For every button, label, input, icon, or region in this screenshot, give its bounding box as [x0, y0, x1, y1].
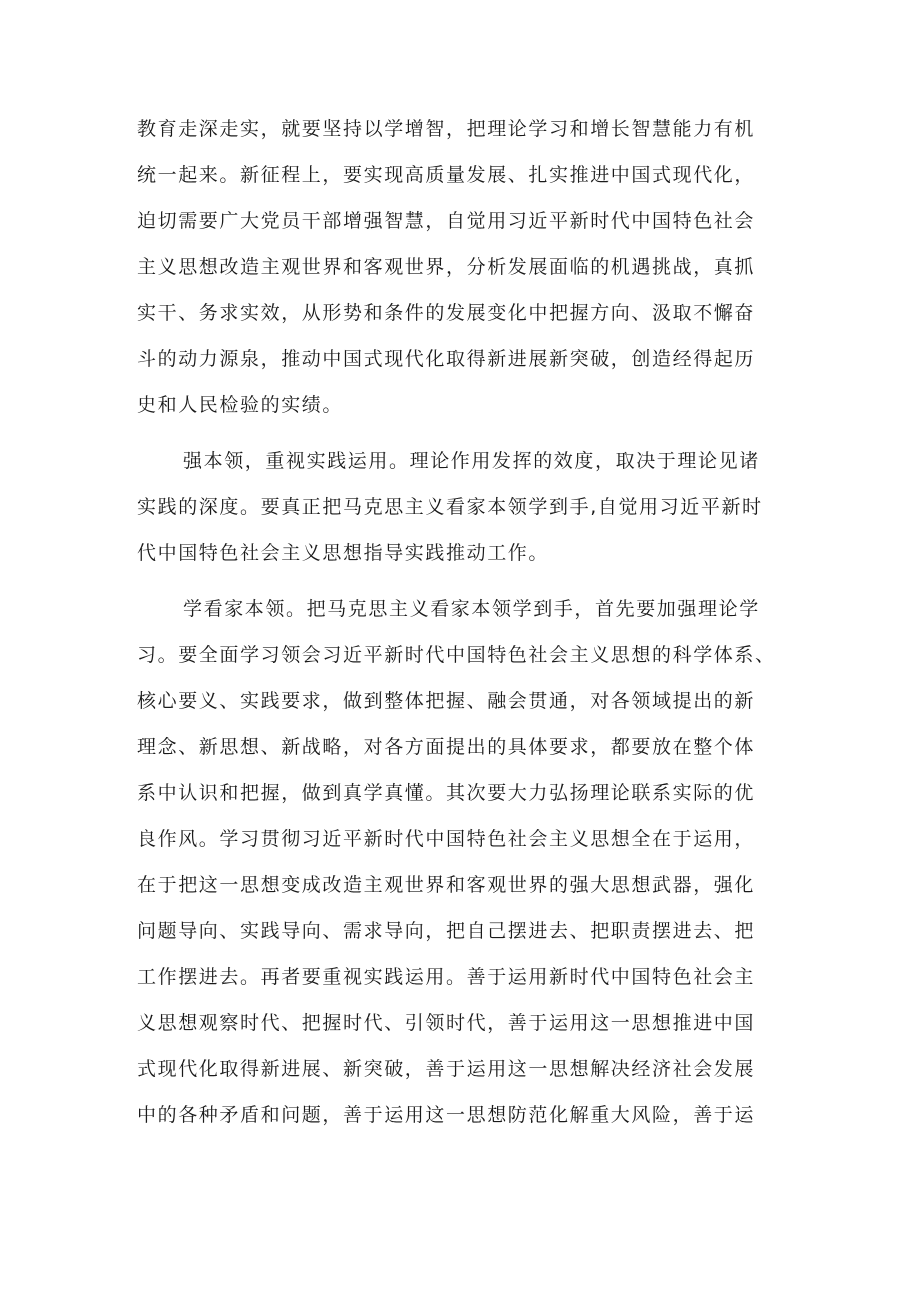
paragraph-spacing: [137, 576, 793, 586]
text-line-first: 学看家本领。把马克思主义看家本领学到手，首先要加强理论学: [183, 598, 760, 620]
text-line: 教育走深走实，就要坚持以学增智，把理论学习和增长智慧能力有机: [137, 118, 756, 140]
text-line: 史和人民检验的实绩。: [137, 394, 344, 416]
text-line: 系中认识和把握，做到真学真懂。其次要大力弘扬理论联系实际的优: [137, 782, 756, 804]
text-line: 理念、新思想、新战略，对各方面提出的具体要求，都要放在整个体: [137, 736, 756, 758]
text-line: 式现代化取得新进展、新突破，善于运用这一思想解决经济社会发展: [137, 1058, 756, 1080]
text-line: 实践的深度。要真正把马克思主义看家本领学到手,自觉用习近平新时: [137, 496, 763, 518]
text-line: 实干、务求实效，从形势和条件的发展变化中把握方向、汲取不懈奋: [137, 302, 756, 324]
text-line: 主义思想改造主观世界和客观世界，分析发展面临的机遇挑战，真抓: [137, 256, 756, 278]
text-line: 工作摆进去。再者要重视实践运用。善于运用新时代中国特色社会主: [137, 966, 756, 988]
text-line: 核心要义、实践要求，做到整体把握、融会贯通，对各领域提出的新: [137, 690, 756, 712]
text-line: 问题导向、实践导向、需求导向，把自己摆进去、把职责摆进去、把: [137, 920, 756, 942]
text-line: 代中国特色社会主义思想指导实践推动工作。: [137, 542, 550, 564]
document-body: [137, 106, 793, 1138]
paragraph-3: [137, 586, 793, 1138]
text-line: 义思想观察时代、把握时代、引领时代，善于运用这一思想推进中国: [137, 1012, 756, 1034]
text-line: 迫切需要广大党员干部增强智慧，自觉用习近平新时代中国特色社会: [137, 210, 756, 232]
text-line: 中的各种矛盾和问题，善于运用这一思想防范化解重大风险，善于运: [137, 1104, 756, 1126]
paragraph-1: [137, 106, 793, 428]
paragraph-2: [137, 438, 793, 576]
text-line: 良作风。学习贯彻习近平新时代中国特色社会主义思想全在于运用，: [137, 828, 756, 850]
paragraph-spacing: [137, 428, 793, 438]
text-line: 斗的动力源泉，推动中国式现代化取得新进展新突破，创造经得起历: [137, 348, 756, 370]
text-line: 统一起来。新征程上，要实现高质量发展、扎实推进中国式现代化，: [137, 164, 756, 186]
text-line: 在于把这一思想变成改造主观世界和客观世界的强大思想武器，强化: [137, 874, 756, 896]
text-line-first: 强本领，重视实践运用。理论作用发挥的效度，取决于理论见诸: [183, 450, 760, 472]
text-line: 习。要全面学习领会习近平新时代中国特色社会主义思想的科学体系、: [137, 644, 776, 666]
